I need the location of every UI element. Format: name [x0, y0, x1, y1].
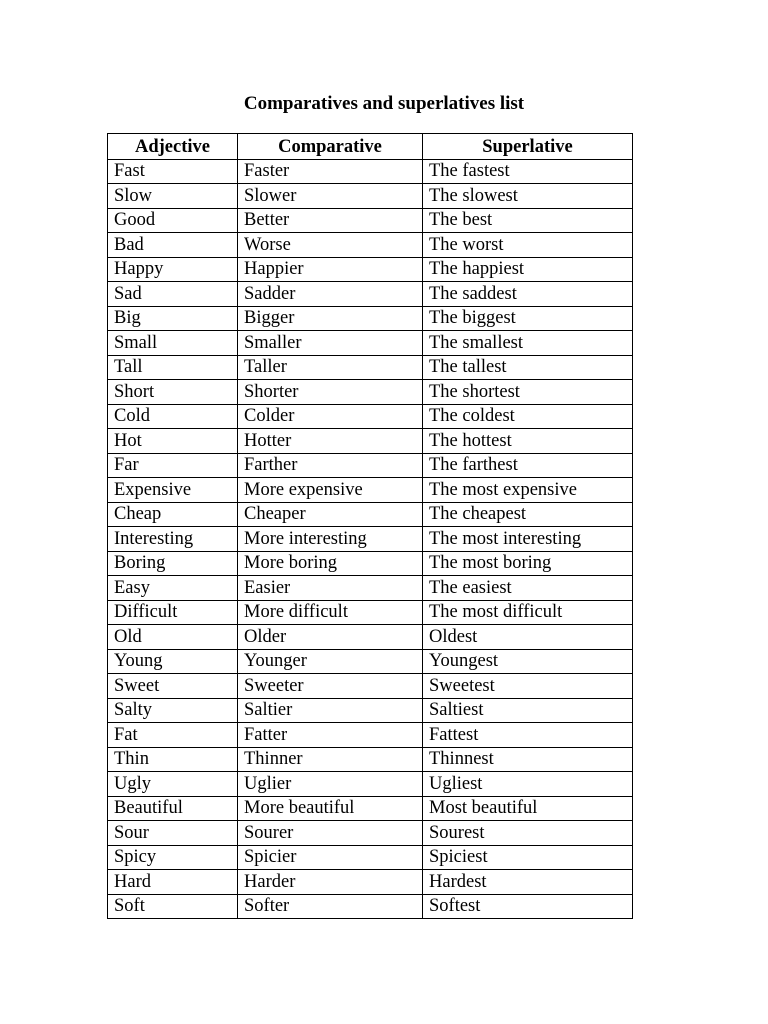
adjective-cell: Tall: [108, 355, 238, 380]
adjective-cell: Big: [108, 306, 238, 331]
adjective-cell: Beautiful: [108, 796, 238, 821]
table-row: [108, 674, 633, 699]
adjective-cell: Hard: [108, 870, 238, 895]
superlative-cell: The happiest: [423, 257, 633, 282]
table-row: [108, 870, 633, 895]
adjective-cell: Ugly: [108, 772, 238, 797]
adjective-cell: Sweet: [108, 674, 238, 699]
comparative-cell: Fatter: [238, 723, 423, 748]
comparative-cell: Spicier: [238, 845, 423, 870]
comparative-cell: Happier: [238, 257, 423, 282]
adjective-cell: Small: [108, 331, 238, 356]
table-row: [108, 355, 633, 380]
table-row: [108, 453, 633, 478]
table-row: [108, 404, 633, 429]
header-comparative: Comparative: [238, 134, 423, 160]
table-row: [108, 380, 633, 405]
comparative-cell: Older: [238, 625, 423, 650]
table-row: [108, 257, 633, 282]
table-row: [108, 576, 633, 601]
adjective-cell: Happy: [108, 257, 238, 282]
superlative-cell: The fastest: [423, 159, 633, 184]
superlative-cell: Sourest: [423, 821, 633, 846]
adjective-cell: Soft: [108, 894, 238, 919]
adjective-cell: Spicy: [108, 845, 238, 870]
adjective-cell: Cheap: [108, 502, 238, 527]
adjective-cell: Salty: [108, 698, 238, 723]
comparative-cell: Harder: [238, 870, 423, 895]
table-row: [108, 233, 633, 258]
table-row: [108, 159, 633, 184]
superlative-cell: The saddest: [423, 282, 633, 307]
comparative-cell: More beautiful: [238, 796, 423, 821]
comparative-cell: Slower: [238, 184, 423, 209]
comparative-cell: Better: [238, 208, 423, 233]
comparative-cell: More difficult: [238, 600, 423, 625]
header-adjective: Adjective: [108, 134, 238, 160]
adjective-cell: Fat: [108, 723, 238, 748]
comparative-cell: Softer: [238, 894, 423, 919]
superlative-cell: The tallest: [423, 355, 633, 380]
table-row: [108, 184, 633, 209]
superlative-cell: The most boring: [423, 551, 633, 576]
superlative-cell: Hardest: [423, 870, 633, 895]
adjective-cell: Good: [108, 208, 238, 233]
adjective-cell: Thin: [108, 747, 238, 772]
table-row: [108, 649, 633, 674]
superlative-cell: The farthest: [423, 453, 633, 478]
superlative-cell: The easiest: [423, 576, 633, 601]
adjective-cell: Far: [108, 453, 238, 478]
adjective-cell: Difficult: [108, 600, 238, 625]
table-row: [108, 723, 633, 748]
superlative-cell: The best: [423, 208, 633, 233]
adjective-cell: Bad: [108, 233, 238, 258]
adjective-cell: Fast: [108, 159, 238, 184]
superlative-cell: Sweetest: [423, 674, 633, 699]
superlative-cell: Oldest: [423, 625, 633, 650]
superlative-cell: Fattest: [423, 723, 633, 748]
table-row: [108, 551, 633, 576]
comparative-cell: Uglier: [238, 772, 423, 797]
comparative-cell: Farther: [238, 453, 423, 478]
table-row: [108, 502, 633, 527]
superlative-cell: Ugliest: [423, 772, 633, 797]
table-header-row: [108, 134, 633, 160]
header-superlative: Superlative: [423, 134, 633, 160]
superlative-cell: The cheapest: [423, 502, 633, 527]
table-row: [108, 698, 633, 723]
adjective-cell: Old: [108, 625, 238, 650]
superlative-cell: The worst: [423, 233, 633, 258]
comparative-cell: More interesting: [238, 527, 423, 552]
superlative-cell: Thinnest: [423, 747, 633, 772]
table-row: [108, 772, 633, 797]
comparative-cell: Taller: [238, 355, 423, 380]
adjective-cell: Sour: [108, 821, 238, 846]
comparative-cell: More boring: [238, 551, 423, 576]
comparative-cell: Thinner: [238, 747, 423, 772]
table-row: [108, 429, 633, 454]
superlative-cell: The most interesting: [423, 527, 633, 552]
comparative-cell: Smaller: [238, 331, 423, 356]
adjective-cell: Sad: [108, 282, 238, 307]
superlative-cell: The most expensive: [423, 478, 633, 503]
table-row: [108, 894, 633, 919]
comparative-cell: Easier: [238, 576, 423, 601]
comparative-cell: Saltier: [238, 698, 423, 723]
superlative-cell: Softest: [423, 894, 633, 919]
superlative-cell: The hottest: [423, 429, 633, 454]
comparative-cell: Faster: [238, 159, 423, 184]
table-row: [108, 306, 633, 331]
table-row: [108, 625, 633, 650]
superlative-cell: The shortest: [423, 380, 633, 405]
adjective-cell: Slow: [108, 184, 238, 209]
superlative-cell: The coldest: [423, 404, 633, 429]
document-title: Comparatives and superlatives list: [243, 93, 525, 114]
comparative-cell: Cheaper: [238, 502, 423, 527]
superlative-cell: The smallest: [423, 331, 633, 356]
comparative-cell: Younger: [238, 649, 423, 674]
table-row: [108, 845, 633, 870]
table-body: [108, 159, 633, 919]
superlative-cell: Saltiest: [423, 698, 633, 723]
comparative-cell: Colder: [238, 404, 423, 429]
superlative-cell: Most beautiful: [423, 796, 633, 821]
adjective-cell: Boring: [108, 551, 238, 576]
table-row: [108, 747, 633, 772]
comparatives-table: [107, 133, 633, 919]
comparative-cell: Sourer: [238, 821, 423, 846]
table-row: [108, 600, 633, 625]
table-row: [108, 796, 633, 821]
superlative-cell: The most difficult: [423, 600, 633, 625]
adjective-cell: Short: [108, 380, 238, 405]
table-row: [108, 821, 633, 846]
table-row: [108, 331, 633, 356]
superlative-cell: The biggest: [423, 306, 633, 331]
table-row: [108, 478, 633, 503]
comparative-cell: Bigger: [238, 306, 423, 331]
comparative-cell: Shorter: [238, 380, 423, 405]
comparative-cell: Sadder: [238, 282, 423, 307]
table-row: [108, 282, 633, 307]
comparative-cell: Sweeter: [238, 674, 423, 699]
adjective-cell: Hot: [108, 429, 238, 454]
comparative-cell: Hotter: [238, 429, 423, 454]
table-row: [108, 527, 633, 552]
comparative-cell: Worse: [238, 233, 423, 258]
superlative-cell: Spiciest: [423, 845, 633, 870]
adjective-cell: Expensive: [108, 478, 238, 503]
superlative-cell: Youngest: [423, 649, 633, 674]
adjective-cell: Easy: [108, 576, 238, 601]
adjective-cell: Interesting: [108, 527, 238, 552]
superlative-cell: The slowest: [423, 184, 633, 209]
comparative-cell: More expensive: [238, 478, 423, 503]
adjective-cell: Young: [108, 649, 238, 674]
adjective-cell: Cold: [108, 404, 238, 429]
table-row: [108, 208, 633, 233]
